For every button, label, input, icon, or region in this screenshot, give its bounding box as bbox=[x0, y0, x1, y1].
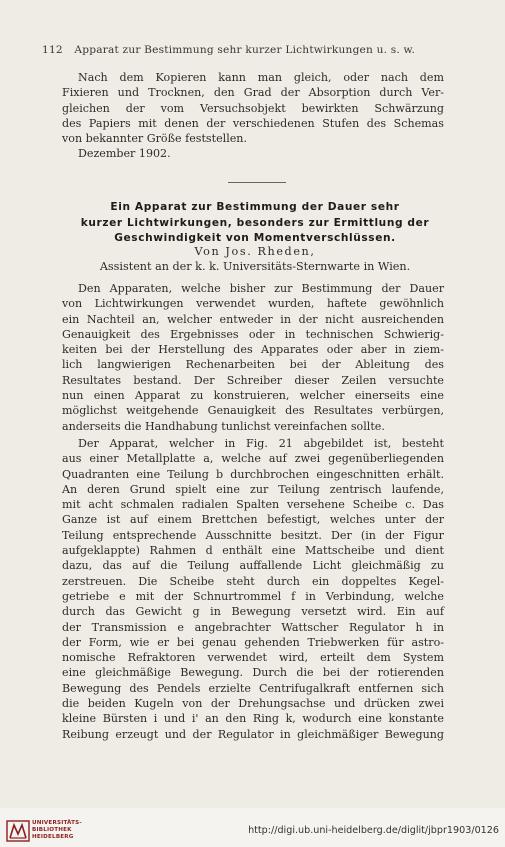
footer-bar bbox=[0, 808, 505, 847]
text-line: Den Apparaten, welche bisher zur Bestimmung der Dauer bbox=[78, 282, 444, 295]
text-line: Fixieren und Trocknen, den Grad der Absorption durch Ver- bbox=[62, 86, 444, 100]
text-line: nomische Refraktoren verwendet wird, erteilt dem System bbox=[62, 651, 444, 665]
section-divider bbox=[228, 182, 286, 183]
text-line: aufgeklappte) Rahmen d enthält eine Mattscheibe und dient bbox=[62, 544, 444, 558]
text-line: Ganze ist auf einem Brettchen befestigt, welches unter der bbox=[62, 513, 444, 527]
text-line: dazu, das auf die Teilung auffallende Licht gleichmäßig zu bbox=[62, 559, 444, 573]
source-url-link[interactable]: http://digi.ub.uni-heidelberg.de/diglit/jbpr1903/0126 bbox=[248, 825, 499, 836]
library-logo-icon[interactable] bbox=[6, 820, 30, 842]
text-line: eine gleichmäßige Bewegung. Durch die bei der rotierenden bbox=[62, 666, 444, 680]
text-line: lich langwierigen Rechenarbeiten bei der Ableitung des bbox=[62, 358, 444, 372]
library-name-line: HEIDELBERG bbox=[32, 833, 74, 840]
text-line: von Lichtwirkungen verwendet wurden, haftete gewöhnlich bbox=[62, 297, 444, 311]
date-line: Dezember 1902. bbox=[78, 147, 171, 161]
text-line: Nach dem Kopieren kann man gleich, oder nach dem bbox=[78, 71, 444, 84]
text-line: Bewegung des Pendels erzielte Centrifugalkraft entfernen sich bbox=[62, 681, 444, 695]
author-block bbox=[50, 244, 460, 275]
text-line: Der Apparat, welcher in Fig. 21 abgebildet ist, besteht bbox=[78, 437, 444, 450]
text-line: möglichst weitgehende Genauigkeit des Resultates verbürgen, bbox=[62, 404, 444, 418]
paragraph-2 bbox=[62, 436, 444, 742]
author-name: Von Jos. Rheden, bbox=[194, 245, 316, 258]
text-line: der Transmission e angebrachter Wattscher Regulator h in bbox=[62, 620, 444, 634]
library-name-line: BIBLIOTHEK bbox=[32, 826, 72, 833]
running-title: Apparat zur Bestimmung sehr kurzer Lichtwirkungen u. s. w. bbox=[74, 44, 416, 56]
text-line: durch das Gewicht g in Bewegung versetzt wird. Ein auf bbox=[62, 605, 444, 619]
text-line: An deren Grund spielt eine zur Teilung zentrisch laufende, bbox=[62, 482, 444, 496]
text-line: kleine Bürsten i und i' an den Ring k, wodurch eine konstante bbox=[62, 712, 444, 726]
text-line: keiten bei der Herstellung des Apparates oder aber in ziem- bbox=[62, 343, 444, 357]
text-line: Resultates bestand. Der Schreiber dieser Zeilen versuchte bbox=[62, 373, 444, 387]
text-line: zerstreuen. Die Scheibe steht durch ein doppeltes Kegel- bbox=[62, 574, 444, 588]
text-line: von bekannter Größe feststellen. bbox=[62, 132, 247, 146]
text-line: Genauigkeit des Ergebnisses oder in technischen Schwierig- bbox=[62, 327, 444, 341]
top-paragraph bbox=[62, 70, 444, 162]
page-number: 112 bbox=[42, 44, 63, 56]
text-line: die beiden Kugeln von der Drehungsachse und drücken zwei bbox=[62, 697, 444, 711]
paragraph-1 bbox=[62, 281, 444, 434]
text-line: anderseits die Handhabung tunlichst vereinfachen sollte. bbox=[62, 419, 385, 433]
text-line: getriebe e mit der Schnurtrommel f in Verbindung, welche bbox=[62, 589, 444, 603]
text-line: Teilung entsprechende Ausschnitte besitzt. Der (in der Figur bbox=[62, 528, 444, 542]
library-name-line: UNIVERSITÄTS- bbox=[32, 820, 82, 826]
text-line: ein Nachteil an, welcher entweder in der nicht ausreichenden bbox=[62, 312, 444, 326]
text-line: gleichen der vom Versuchsobjekt bewirkten Schwärzung bbox=[62, 101, 444, 115]
article-title bbox=[50, 200, 460, 247]
running-header bbox=[42, 44, 462, 56]
text-line: der Form, wie er bei genau gehenden Triebwerken für astro- bbox=[62, 635, 444, 649]
text-line: mit acht schmalen radialen Spalten versehene Scheibe c. Das bbox=[62, 498, 444, 512]
title-line: Ein Apparat zur Bestimmung der Dauer sehr bbox=[110, 201, 400, 213]
text-line: aus einer Metallplatte a, welche auf zwei gegenüberliegenden bbox=[62, 452, 444, 466]
library-name[interactable] bbox=[32, 820, 82, 840]
author-affiliation: Assistent an der k. k. Universitäts-Sternwarte in Wien. bbox=[99, 260, 411, 274]
title-line: kurzer Lichtwirkungen, besonders zur Ermittlung der bbox=[80, 216, 430, 229]
text-line: nun einen Apparat zu konstruieren, welcher einerseits eine bbox=[62, 389, 444, 403]
title-line: Geschwindigkeit von Momentverschlüssen. bbox=[114, 232, 396, 245]
text-line: Quadranten eine Teilung b durchbrochen eingeschnitten erhält. bbox=[62, 467, 444, 481]
text-line: Reibung erzeugt und der Regulator in gleichmäßiger Bewegung bbox=[62, 727, 444, 741]
text-line: des Papiers mit denen der verschiedenen Stufen des Schemas bbox=[62, 116, 444, 130]
